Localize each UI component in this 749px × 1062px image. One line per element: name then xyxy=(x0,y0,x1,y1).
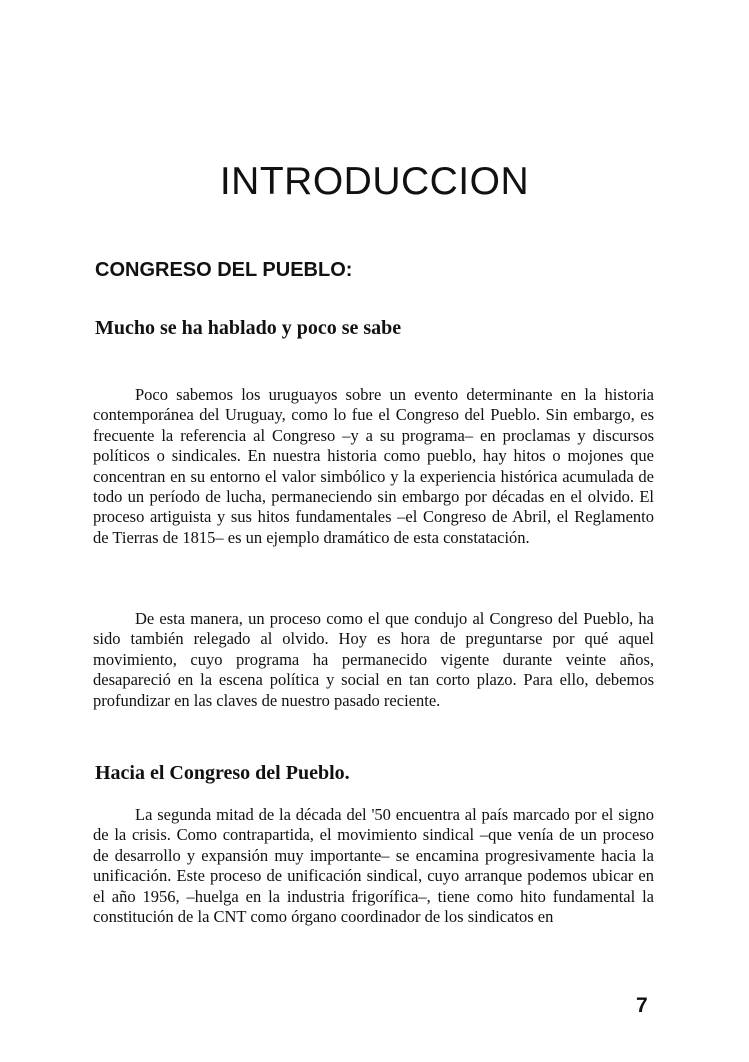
paragraph-1: Poco sabemos los uruguayos sobre un evento determinante en la historia contemporánea del Uruguay, como lo fue el Congreso del Pueblo. Sin embargo, es frecuente la referencia al Congreso –y a su programa– en proclamas y discursos políticos o sindicales. En nuestra historia como pueblo, hay hitos o mojones que concentran en su entorno el valor simbólico y la experiencia histórica acumulada de todo un período de lucha, permaneciendo sin embargo por décadas en el olvido. El proceso artiguista y sus hitos fundamentales –el Congreso de Abril, el Reglamento de Tierras de 1815– es un ejemplo dramático de esta constatación. xyxy=(93,385,654,547)
section-title: CONGRESO DEL PUEBLO: xyxy=(95,259,353,281)
chapter-title: INTRODUCCION xyxy=(219,160,530,203)
subsection-title-1: Mucho se ha hablado y poco se sabe xyxy=(95,317,402,339)
subsection-title-2: Hacia el Congreso del Pueblo. xyxy=(95,762,350,784)
page-number: 7 xyxy=(636,994,648,1017)
paragraph-3: La segunda mitad de la década del '50 encuentra al país marcado por el signo de la crisis. Como contrapartida, el movimiento sindical –que venía de un proceso de desarrollo y expansión muy importante– se encamina progresivamente hacia la unificación. Este proceso de unificación sindical, cuyo arranque podemos ubicar en el año 1956, –huelga en la industria frigorífica–, tiene como hito fundamental la constitución de la CNT como órgano coordinador de los sindicatos en xyxy=(93,805,654,927)
paragraph-2: De esta manera, un proceso como el que condujo al Congreso del Pueblo, ha sido también relegado al olvido. Hoy es hora de preguntarse por qué aquel movimiento, cuyo programa ha permanecido vigente durante veinte años, desapareció en la escena política y social en tan corto plazo. Para ello, debemos profundizar en las claves de nuestro pasado reciente. xyxy=(93,609,654,710)
